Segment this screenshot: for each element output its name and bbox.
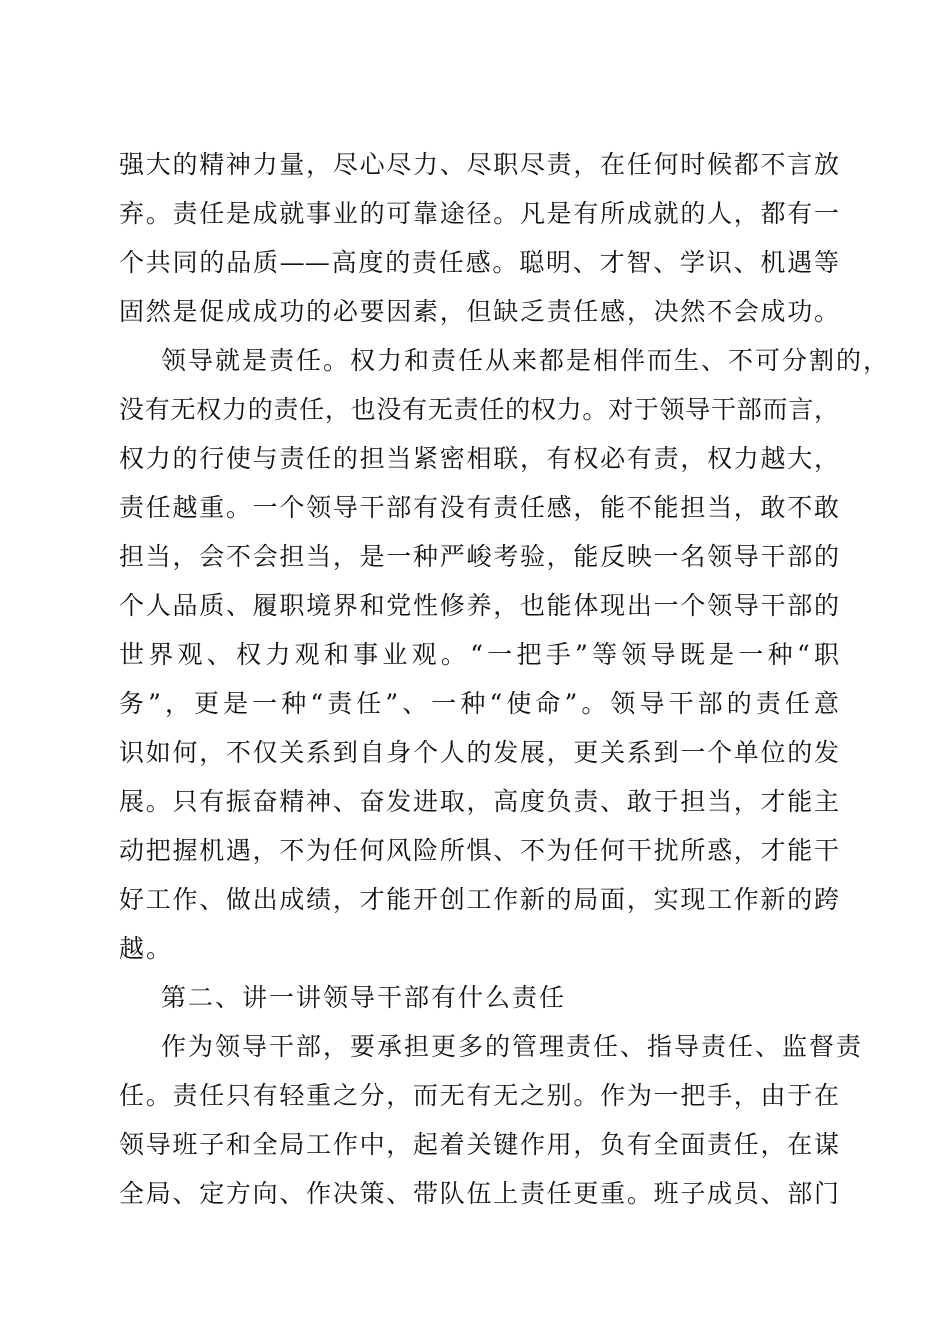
paragraph-2-line-4: 责任越重。一个领导干部有没有责任感，能不能担当，敢不敢 — [119, 493, 839, 522]
paragraph-1-line-1: 强大的精神力量，尽心尽力、尽职尽责，在任何时候都不言放 — [119, 150, 839, 179]
paragraph-1-line-4: 固然是促成成功的必要因素，但缺乏责任感，决然不会成功。 — [119, 297, 839, 326]
paragraph-2-line-10: 展。只有振奋精神、奋发进取，高度负责、敢于担当，才能主 — [119, 787, 839, 816]
paragraph-2-line-2: 没有无权力的责任，也没有无责任的权力。对于领导干部而言， — [119, 395, 839, 424]
paragraph-2-line-12: 好工作、做出成绩，才能开创工作新的局面，实现工作新的跨 — [119, 885, 839, 914]
paragraph-3-line-3: 领导班子和全局工作中，起着关键作用，负有全面责任，在谋 — [119, 1130, 839, 1159]
paragraph-2-line-13: 越。 — [119, 934, 174, 963]
paragraph-2-line-7: 世界观、权力观和事业观。“一把手”等领导既是一种“职 — [119, 640, 839, 669]
section-heading: 第二、讲一讲领导干部有什么责任 — [161, 983, 567, 1012]
paragraph-2-line-6: 个人品质、履职境界和党性修养，也能体现出一个领导干部的 — [119, 591, 839, 620]
paragraph-1-line-3: 个共同的品质——高度的责任感。聪明、才智、学识、机遇等 — [119, 248, 839, 277]
paragraph-1-line-2: 弃。责任是成就事业的可靠途径。凡是有所成就的人，都有一 — [119, 199, 839, 228]
paragraph-2-line-5: 担当，会不会担当，是一种严峻考验，能反映一名领导干部的 — [119, 542, 839, 571]
paragraph-2-line-8: 务”，更是一种“责任”、一种“使命”。领导干部的责任意 — [119, 689, 839, 718]
paragraph-3-line-2: 任。责任只有轻重之分，而无有无之别。作为一把手，由于在 — [119, 1081, 839, 1110]
paragraph-3-line-4: 全局、定方向、作决策、带队伍上责任更重。班子成员、部门 — [119, 1179, 839, 1208]
paragraph-2-line-3: 权力的行使与责任的担当紧密相联，有权必有责，权力越大， — [119, 444, 839, 473]
paragraph-2-line-1: 领导就是责任。权力和责任从来都是相伴而生、不可分割的， — [161, 346, 891, 375]
paragraph-2-line-11: 动把握机遇，不为任何风险所惧、不为任何干扰所惑，才能干 — [119, 836, 839, 865]
paragraph-3-line-1: 作为领导干部，要承担更多的管理责任、指导责任、监督责 — [161, 1032, 864, 1061]
paragraph-2-line-9: 识如何，不仅关系到自身个人的发展，更关系到一个单位的发 — [119, 738, 839, 767]
document-body — [119, 140, 891, 1218]
